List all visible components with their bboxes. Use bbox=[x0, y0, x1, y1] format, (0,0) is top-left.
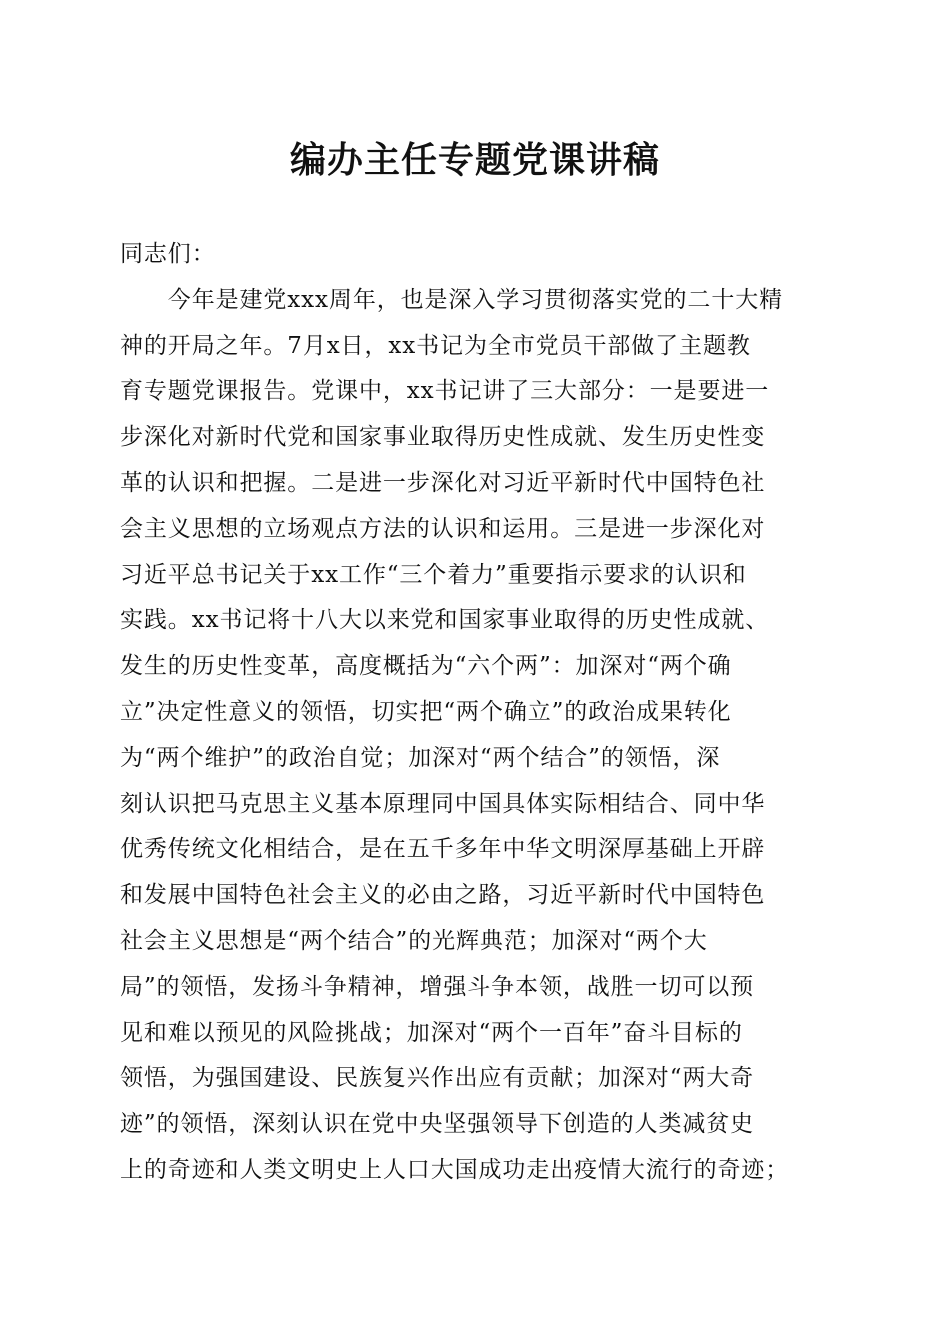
salutation: 同志们： bbox=[120, 241, 216, 267]
text-line: 今年是建党xxx周年，也是深入学习贯彻落实党的二十大精 bbox=[120, 286, 784, 313]
text-line: 革的认识和把握。二是进一步深化对习近平新时代中国特色社 bbox=[120, 469, 766, 496]
text-line: 发生的历史性变革，高度概括为“六个两”：加深对“两个确 bbox=[120, 653, 732, 680]
text-line: 会主义思想的立场观点方法的认识和运用。三是进一步深化对 bbox=[120, 515, 766, 542]
text-line: 习近平总书记关于xx工作“三个着力”重要指示要求的认识和 bbox=[120, 561, 747, 588]
text-line: 为“两个维护”的政治自觉；加深对“两个结合”的领悟，深 bbox=[120, 744, 721, 771]
text-line: 育专题党课报告。党课中，xx书记讲了三大部分：一是要进一 bbox=[120, 378, 770, 405]
text-line: 立”决定性意义的领悟，切实把“两个确立”的政治成果转化 bbox=[120, 698, 732, 725]
text-line: 见和难以预见的风险挑战；加深对“两个一百年”奋斗目标的 bbox=[120, 1019, 743, 1046]
text-line: 实践。xx书记将十八大以来党和国家事业取得的历史性成就、 bbox=[120, 607, 770, 634]
speech-body bbox=[120, 232, 830, 1194]
text-line: 和发展中国特色社会主义的必由之路，习近平新时代中国特色 bbox=[120, 882, 766, 909]
text-line: 上的奇迹和人类文明史上人口大国成功走出疫情大流行的奇迹； bbox=[120, 1156, 790, 1183]
page-title: 编办主任专题党课讲稿 bbox=[289, 139, 660, 181]
text-line: 步深化对新时代党和国家事业取得历史性成就、发生历史性变 bbox=[120, 424, 766, 451]
text-line: 社会主义思想是“两个结合”的光辉典范；加深对“两个大 bbox=[120, 927, 708, 954]
text-line: 领悟，为强国建设、民族复兴作出应有贡献；加深对“两大奇 bbox=[120, 1065, 755, 1092]
text-line: 神的开局之年。7月x日，xx书记为全市党员干部做了主题教 bbox=[120, 332, 751, 359]
text-line: 刻认识把马克思主义基本原理同中国具体实际相结合、同中华 bbox=[120, 790, 766, 817]
text-line: 局”的领悟，发扬斗争精神，增强斗争本领，战胜一切可以预 bbox=[120, 973, 755, 1000]
text-line: 迹”的领悟，深刻认识在党中央坚强领导下创造的人类减贫史 bbox=[120, 1111, 755, 1138]
text-line: 优秀传统文化相结合，是在五千多年中华文明深厚基础上开辟 bbox=[120, 836, 766, 863]
